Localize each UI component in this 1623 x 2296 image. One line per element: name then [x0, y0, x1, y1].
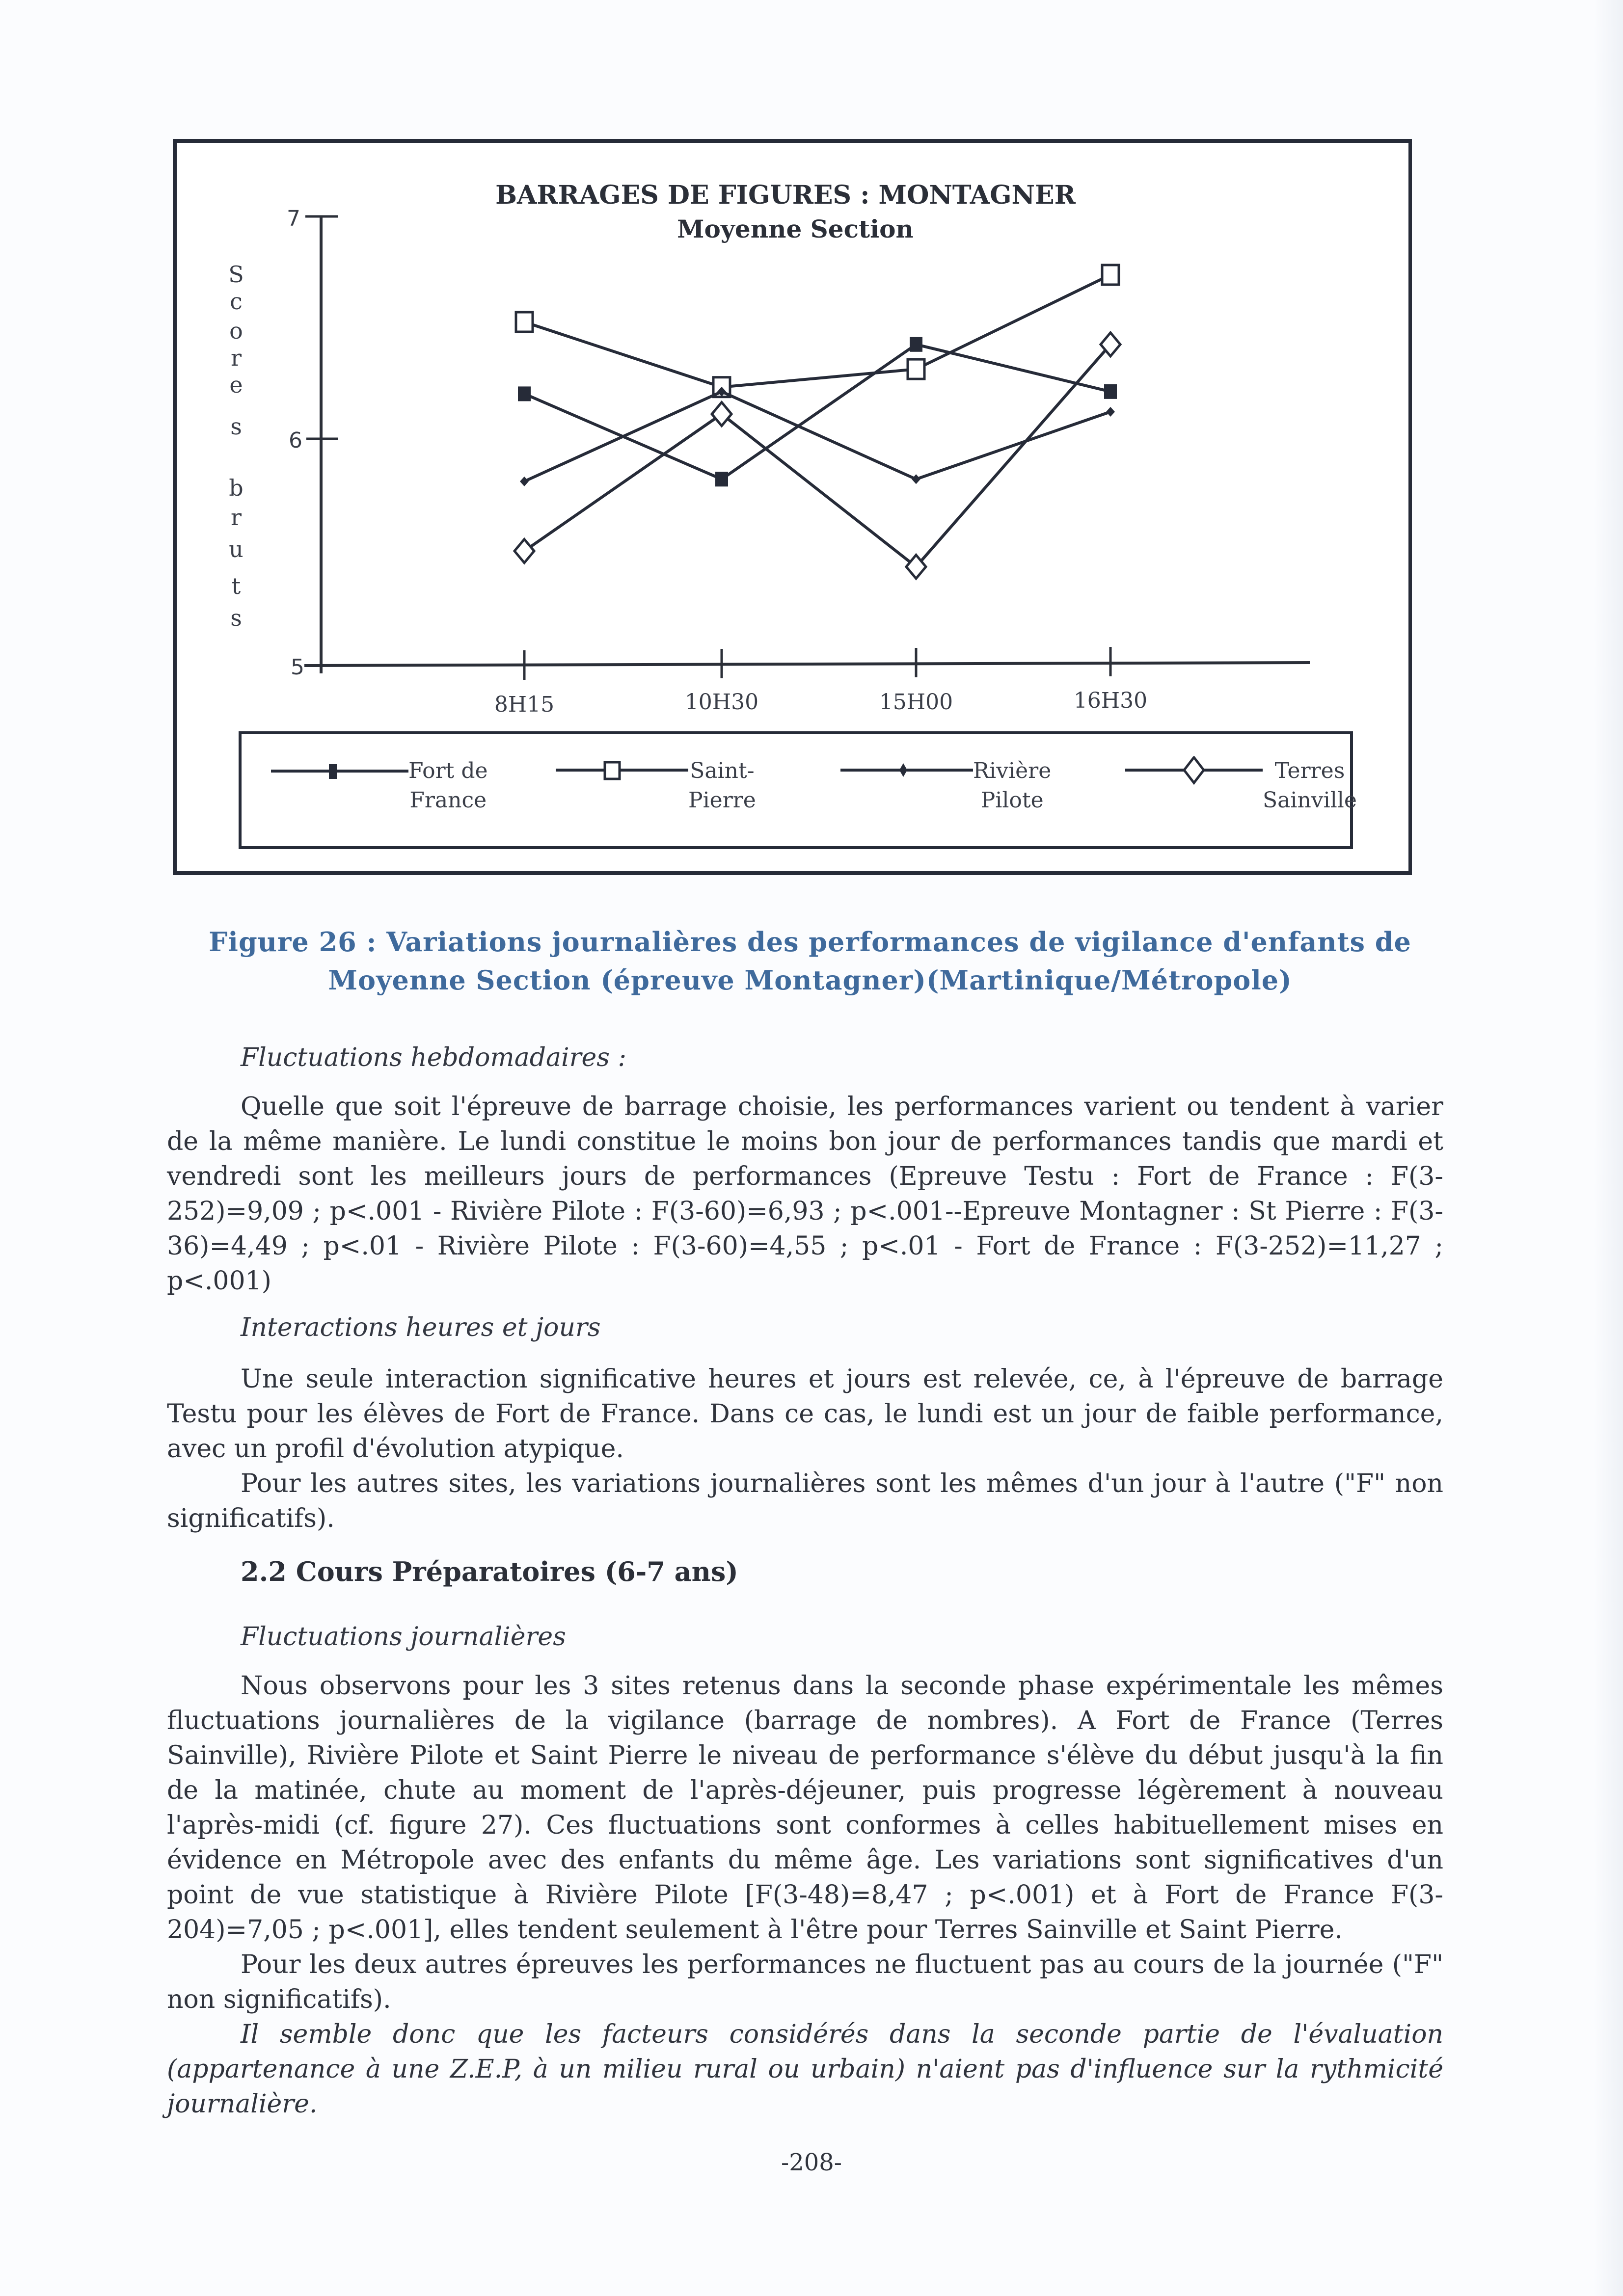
page-number: -208- — [781, 2149, 842, 2176]
chart-subtitle: Moyenne Section — [677, 214, 914, 243]
svg-text:c: c — [230, 288, 243, 315]
paragraph-daily — [167, 1669, 1443, 2122]
data-point-marker-icon — [908, 359, 924, 379]
legend-item-terres-sainville — [1120, 756, 1357, 815]
svg-text:S: S — [228, 261, 244, 288]
x-axis — [304, 663, 1310, 666]
legend-label-line2: France — [409, 788, 487, 813]
paragraph-weekly — [167, 1090, 1443, 1299]
filled-diamond-marker-icon — [836, 756, 973, 786]
legend-item-saint-pierre — [551, 756, 756, 815]
svg-text:s: s — [230, 605, 242, 631]
y-axis-label — [228, 261, 244, 631]
y-tick-5: 5 — [291, 655, 304, 680]
section-heading: 2.2 Cours Préparatoires (6-7 ans) — [241, 1556, 738, 1587]
filled-square-marker-icon — [266, 756, 408, 786]
legend-label: Terres — [1274, 758, 1345, 783]
legend-label-line2: Pierre — [688, 788, 756, 813]
y-tick-7: 7 — [287, 206, 300, 231]
svg-text:r: r — [231, 345, 242, 371]
series-rivi-re-pilote — [520, 387, 1115, 486]
svg-text:s: s — [230, 413, 242, 440]
caption-line-2: Moyenne Section (épreuve Montagner)(Martinique/Métropole) — [328, 964, 1292, 996]
series-saint-pierre — [516, 265, 1119, 397]
paragraph-text: Quelle que soit l'épreuve de barrage choisie, les performances varient ou tendent à varier de la même manière. Le lundi constitue le moins bon jour de performances tandis que mardi et vendredi sont les meilleurs jours de performances (Epreuve Testu : Fort de France : F(3-252)=9,09 ; p<.001 - Rivière Pilote : F(3-60)=6,93 ; p<.001--Epreuve Montagner : St Pierre : F(3-36)=4,49 ; p<.01 - Rivière Pilote : F(3-60)=4,55 ; p<.01 - Fort de France : F(3-252)=11,27 ; p<.001) — [167, 1092, 1443, 1296]
series-fort-de-france — [518, 337, 1117, 487]
chart-title: BARRAGES DE FIGURES : MONTAGNER — [495, 180, 1076, 210]
paragraph-text: Nous observons pour les 3 sites retenus dans la seconde phase expérimentale les mêmes fluctuations journalières de la vigilance (barrage de nombres). A Fort de France (Terres Sainville), Rivière Pilote et Saint Pierre le niveau de performance s'élève du début jusqu'à la fin de la matinée, chute au moment de l'après-déjeuner, puis progresse légèrement à nouveau l'après-midi (cf. figure 27). Ces fluctuations sont conformes à celles habituellement mises en évidence en Métropole avec des enfants du même âge. Les variations sont significatives d'un point de vue statistique à Rivière Pilote [F(3-48)=8,47 ; p<.001) et à Fort de France F(3-204)=7,05 ; p<.001], elles tendent seulement à l'être pour Terres Sainville et Saint Pierre. — [167, 1671, 1443, 1945]
legend-label: Rivière — [973, 758, 1052, 783]
svg-text:t: t — [231, 573, 241, 599]
data-point-marker-icon — [912, 474, 920, 484]
subhead-interactions: Interactions heures et jours — [241, 1313, 601, 1342]
legend-item-riviere-pilote — [836, 756, 1051, 815]
series-layer — [514, 265, 1120, 579]
x-tick-15h00: 15H00 — [879, 690, 953, 715]
legend — [239, 731, 1357, 849]
subhead-daily-fluctuations: Fluctuations journalières — [241, 1622, 566, 1652]
data-point-marker-icon — [518, 386, 531, 401]
figure-caption — [187, 923, 1434, 999]
data-point-marker-icon — [516, 312, 533, 332]
data-point-marker-icon — [715, 472, 728, 486]
x-tick-16h30: 16H30 — [1073, 688, 1148, 713]
legend-label: Fort de — [408, 758, 488, 783]
data-point-marker-icon — [1102, 265, 1119, 285]
legend-item-fort-de-france — [266, 756, 488, 815]
legend-label-line2: Sainville — [1263, 788, 1357, 813]
data-point-marker-icon — [910, 337, 922, 352]
paragraph-interactions — [167, 1362, 1443, 1536]
svg-text:o: o — [229, 318, 243, 344]
paragraph-text: Une seule interaction significative heures et jours est relevée, ce, à l'épreuve de barrage Testu pour les élèves de Fort de France. Dans ce cas, le lundi est un jour de faible performance, avec un profil d'évolution atypique. — [167, 1364, 1443, 1464]
paragraph-text: Pour les autres sites, les variations journalières sont les mêmes d'un jour à l'autre ("F" non significatifs). — [167, 1469, 1443, 1533]
data-point-marker-icon — [1106, 407, 1115, 417]
data-point-marker-icon — [520, 477, 529, 486]
paragraph-text: Pour les deux autres épreuves les performances ne fluctuent pas au cours de la journée ("F" non significatifs). — [167, 1950, 1443, 2014]
data-point-marker-icon — [514, 539, 534, 563]
x-tick-10h30: 10H30 — [684, 690, 759, 715]
y-tick-6: 6 — [289, 428, 302, 453]
data-point-marker-icon — [1104, 384, 1117, 399]
paragraph-text: Il semble donc que les facteurs considérés dans la seconde partie de l'évaluation (appartenance à une Z.E.P, à un milieu rural ou urbain) n'aient pas d'influence sur la rythmicité journalière. — [167, 2020, 1443, 2119]
legend-label-line2: Pilote — [980, 788, 1044, 813]
series-terres-sainville — [514, 333, 1120, 579]
data-point-marker-icon — [712, 402, 731, 426]
svg-text:b: b — [229, 475, 243, 501]
svg-text:u: u — [229, 536, 243, 562]
x-tick-8h15: 8H15 — [494, 692, 555, 717]
open-diamond-marker-icon — [1120, 756, 1263, 786]
svg-text:r: r — [231, 504, 242, 531]
subhead-weekly-fluctuations: Fluctuations hebdomadaires : — [241, 1043, 626, 1072]
svg-text:e: e — [229, 372, 243, 398]
open-square-marker-icon — [551, 756, 688, 786]
legend-label: Saint- — [690, 758, 755, 783]
caption-line-1: Figure 26 : Variations journalières des performances de vigilance d'enfants de — [209, 926, 1411, 958]
